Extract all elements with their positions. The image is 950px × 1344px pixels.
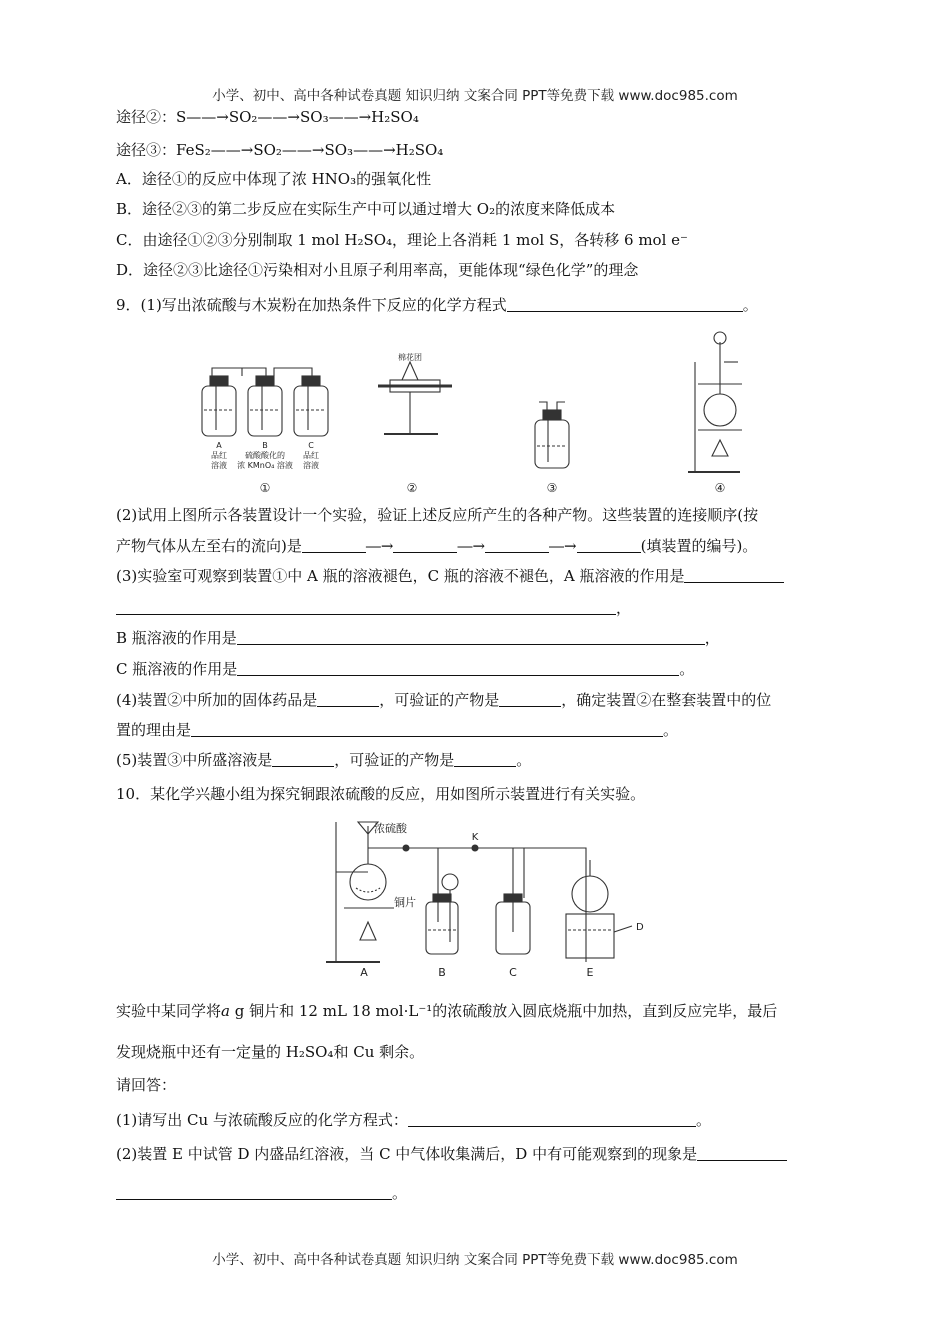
- q9-part3-text: (3)实验室可观察到装置①中 A 瓶的溶液褪色，C 瓶的溶液不褪色，A 瓶溶液的作用是: [116, 567, 685, 585]
- q8-route3: 途径③：FeS₂——→SO₂——→SO₃——→H₂SO₄: [116, 141, 444, 159]
- q9-part2-suffix: (填装置的编号)。: [640, 537, 758, 555]
- q9-solid-reagent-blank[interactable]: [317, 690, 379, 707]
- q9-part3-line2: [116, 597, 631, 619]
- bottle-c-solution-2: 溶液: [303, 461, 319, 470]
- bottle-a-solution-1: 品红: [211, 451, 227, 460]
- q10-part2-period: 。: [392, 1184, 408, 1202]
- bottle-c-label-10: C: [509, 966, 517, 979]
- q10-experiment-text-1: 实验中某同学将: [116, 1002, 222, 1020]
- q10-answer-prompt: 请回答：: [116, 1076, 177, 1094]
- q9-apparatus-figure: [190, 322, 750, 500]
- q9-part2-line1: (2)试用上图所示各装置设计一个实验，验证上述反应所产生的各种产物。这些装置的连接顺序(按: [116, 506, 759, 524]
- q10-part2-line1: [116, 1143, 787, 1165]
- q8-option-b: B．途径②③的第二步反应在实际生产中可以通过增大 O₂的浓度来降低成本: [116, 200, 616, 218]
- gas-generator: [688, 332, 742, 472]
- q9-part5-text-2: ，可验证的产物是: [334, 751, 455, 769]
- q8-route2: 途径②：S——→SO₂——→SO₃——→H₂SO₄: [116, 108, 419, 126]
- q9-arrow-3: ―→: [549, 537, 577, 555]
- q9-solution-blank[interactable]: [272, 750, 334, 767]
- q9-order-blank-4[interactable]: [577, 536, 641, 553]
- bottle-a-label: A: [216, 441, 222, 450]
- q9-bottle-a-role-blank[interactable]: [684, 566, 784, 583]
- flask-a-label: A: [360, 966, 368, 979]
- q9-order-blank-3[interactable]: [485, 536, 549, 553]
- q9-part4-line2: [116, 719, 678, 741]
- q10-equation-blank[interactable]: [408, 1110, 696, 1127]
- q9-arrow-1: ―→: [365, 537, 394, 555]
- fig-label-4: ④: [714, 481, 726, 495]
- fig-label-3: ③: [546, 481, 558, 495]
- q9-part4-text-1: (4)装置②中所加的固体药品是: [116, 691, 318, 709]
- q9-part3-line1: [116, 565, 784, 587]
- q9-part2-text: 产物气体从左至右的流向)是: [116, 537, 302, 555]
- q9-bottle-b-role-blank[interactable]: [237, 628, 705, 645]
- q9-part3-line4: [116, 658, 694, 680]
- q9-part4-text-2: ，可验证的产物是: [379, 691, 500, 709]
- bottle-b: [248, 386, 282, 436]
- tube-d-label: D: [636, 922, 644, 933]
- q9-part3-line3: [116, 627, 720, 649]
- q8-option-a: A．途径①的反应中体现了浓 HNO₃的强氧化性: [116, 170, 432, 188]
- q9-part2-line2: [116, 535, 757, 557]
- q10-experiment-line1: [116, 1000, 777, 1022]
- q10-part2-line2: [116, 1182, 407, 1204]
- q9-part1-period: 。: [742, 296, 758, 314]
- q9-bottle-c-text: C 瓶溶液的作用是: [116, 660, 238, 678]
- bottle-a: [202, 386, 236, 436]
- q10-part1: [116, 1109, 711, 1131]
- bottle-b-label-10: B: [438, 966, 446, 979]
- q8-option-c: C．由途径①②③分别制取 1 mol H₂SO₄，理论上各消耗 1 mol S，各转移 6 mol e⁻: [116, 231, 688, 249]
- cotton-label: 棉花团: [398, 353, 422, 362]
- q9-part5: [116, 749, 531, 771]
- q10-part2-text: (2)装置 E 中试管 D 内盛品红溶液，当 C 中气体收集满后，D 中有可能观察到的现象是: [116, 1145, 698, 1163]
- beaker-e-label: E: [586, 966, 594, 979]
- q10-experiment-line2: 发现烧瓶中还有一定量的 H₂SO₄和 Cu 剩余。: [116, 1043, 425, 1061]
- q9-order-blank-2[interactable]: [393, 536, 457, 553]
- q9-verified-product-blank[interactable]: [499, 690, 561, 707]
- q9-part4-period: 。: [663, 721, 679, 739]
- washing-bottle: [535, 402, 569, 468]
- q9-part4-line1: [116, 689, 771, 711]
- bottle-c-label: C: [308, 441, 314, 450]
- q9-part1-text: 9．(1)写出浓硫酸与木炭粉在加热条件下反应的化学方程式: [116, 296, 507, 314]
- q9-part5-text-3: 。: [516, 751, 532, 769]
- q10-part1-text: (1)请写出 Cu 与浓硫酸反应的化学方程式：: [116, 1111, 408, 1129]
- bottle-c-solution-1: 品红: [303, 451, 319, 460]
- q9-bottle-b-text: B 瓶溶液的作用是: [116, 629, 237, 647]
- q9-part1-blank[interactable]: [507, 295, 743, 312]
- q10-experiment-text-2: g 铜片和 12 mL 18 mol·L⁻¹的浓硫酸放入圆底烧瓶中加热，直到反应完毕，最后: [229, 1002, 778, 1020]
- bottle-c: [294, 386, 328, 436]
- q9-part1: [116, 294, 758, 316]
- q9-part4-reason-text: 置的理由是: [116, 721, 192, 739]
- q9-arrow-2: ―→: [457, 537, 486, 555]
- q9-part3-period: 。: [679, 660, 695, 678]
- q9-position-reason-blank[interactable]: [191, 720, 663, 737]
- q10-phenomenon-blank-cont[interactable]: [116, 1183, 392, 1200]
- q10-intro: 10．某化学兴趣小组为探究铜跟浓硫酸的反应，用如图所示装置进行有关实验。: [116, 785, 646, 803]
- round-flask: [350, 864, 386, 900]
- q9-part3-comma-2: ，: [704, 629, 720, 647]
- acid-label: 浓硫酸: [374, 822, 407, 835]
- q9-bottle-a-role-blank-cont[interactable]: [116, 598, 616, 615]
- bottle-a-solution-2: 溶液: [211, 461, 227, 470]
- drying-tube-apparatus: [378, 362, 452, 434]
- q9-part3-comma: ，: [616, 599, 632, 617]
- copper-label: 铜片: [394, 896, 416, 909]
- q9-part5-text-1: (5)装置③中所盛溶液是: [116, 751, 273, 769]
- q9-bottle-c-role-blank[interactable]: [237, 659, 679, 676]
- q9-product-blank[interactable]: [454, 750, 516, 767]
- q9-order-blank-1[interactable]: [302, 536, 366, 553]
- q10-part1-period: 。: [695, 1111, 711, 1129]
- q8-option-d: D．途径②③比途径①污染相对小且原子利用率高，更能体现“绿色化学”的理念: [116, 261, 639, 279]
- stopcock-k-label: K: [471, 832, 479, 843]
- page-footer: 小学、初中、高中各种试卷真题 知识归纳 文案合同 PPT等免费下载 www.doc985.com: [212, 1252, 738, 1268]
- bottle-b-solution-2: 浓 KMnO₄ 溶液: [237, 461, 293, 470]
- q9-part4-text-3: ，确定装置②在整套装置中的位: [561, 691, 772, 709]
- bottle-b-label: B: [262, 441, 268, 450]
- q10-phenomenon-blank[interactable]: [697, 1144, 787, 1161]
- fig-label-2: ②: [406, 481, 418, 495]
- q10-mass-variable: a: [221, 1002, 230, 1020]
- q10-apparatus-figure: [318, 812, 668, 982]
- fig-label-1: ①: [259, 481, 271, 495]
- page-header: 小学、初中、高中各种试卷真题 知识归纳 文案合同 PPT等免费下载 www.doc985.com: [212, 88, 738, 104]
- bottle-b-solution-1: 硫酸酸化的: [245, 451, 285, 460]
